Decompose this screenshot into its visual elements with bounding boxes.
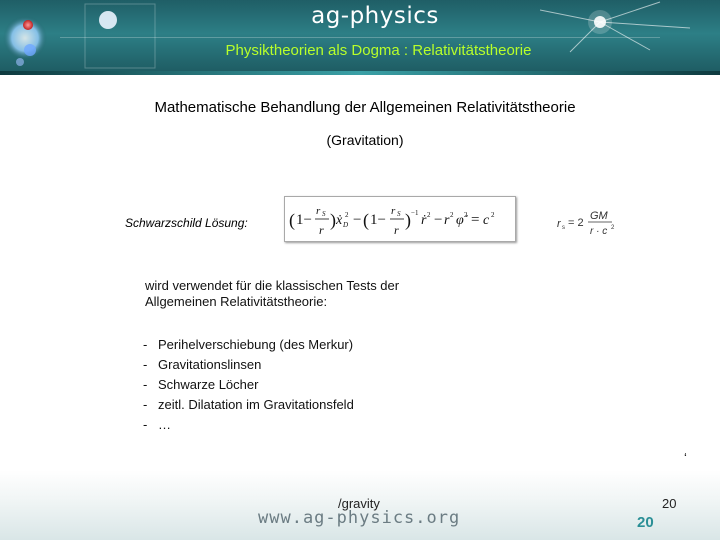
svg-text:−: − [434,212,443,228]
svg-text:S: S [322,210,326,218]
usage-description: wird verwendet für die klassischen Tests der Allgemeinen Relativitätstheorie: [145,278,400,309]
svg-text:2: 2 [345,211,349,219]
svg-text:GM: GM [590,210,608,222]
svg-text:): ) [405,210,411,230]
site-title: ag-physics [311,3,439,29]
svg-text:D: D [343,221,349,229]
list-item-text: Perihelverschiebung (des Merkur) [158,337,354,352]
svg-text:2: 2 [491,211,495,219]
schwarzschild-radius-formula-image [556,206,616,238]
svg-text:s: s [562,225,565,231]
svg-text:−: − [353,212,362,228]
svg-text:−1: −1 [411,209,419,217]
page-subtitle: Physiktheorien als Dogma : Relativitätstheorie [225,42,532,59]
list-dash: - [143,417,148,432]
svg-text:2: 2 [450,211,454,219]
svg-text:r: r [394,223,399,237]
svg-text:r · c: r · c [590,226,608,237]
list-item [143,415,354,435]
svg-text:S: S [397,210,401,218]
list-item-text: Schwarze Löcher [158,377,259,392]
svg-text:φ̇: φ̇ [456,213,464,228]
list-item [143,395,354,415]
svg-text:r: r [316,205,321,217]
svg-text:1−: 1− [370,212,386,228]
svg-text:ṙ: ṙ [421,213,427,228]
svg-text:c: c [483,213,490,228]
svg-text:(: ( [289,210,295,230]
footer-site-url[interactable]: www.ag-physics.org [258,508,461,528]
classic-tests-list [143,335,354,435]
svg-text:2: 2 [427,211,431,219]
schwarzschild-formula-image [284,196,516,242]
page-number-accent: 20 [637,514,654,531]
svg-text:): ) [330,210,336,230]
svg-text:r: r [319,223,324,237]
svg-text:(: ( [363,210,369,230]
list-dash: - [143,337,148,352]
svg-text:= 2: = 2 [568,217,584,229]
list-item [143,335,354,355]
list-item [143,375,354,395]
schwarzschild-label: Schwarzschild Lösung: [125,216,248,230]
list-dash: - [143,377,148,392]
svg-text:r: r [391,205,396,217]
svg-text:ẋ: ẋ [336,213,343,228]
list-item-text: Gravitationslinsen [158,357,262,372]
list-item-text: … [158,417,171,432]
svg-text:1−: 1− [296,212,312,228]
page-number: 20 [662,496,677,511]
svg-text:r: r [444,213,450,228]
svg-text:2: 2 [611,225,615,231]
footer-path: /gravity [338,496,380,511]
list-item [143,355,354,375]
svg-text:=: = [471,212,480,228]
list-dash: - [143,397,148,412]
quote-mark: ‘ [684,450,687,465]
list-item-text: zeitl. Dilatation im Gravitationsfeld [158,397,354,412]
header-divider [60,37,660,38]
svg-text:r: r [557,218,561,230]
page-title-sub: (Gravitation) [326,132,404,148]
page-title: Mathematische Behandlung der Allgemeinen Relativitätstheorie [154,99,576,116]
list-dash: - [143,357,148,372]
header-banner [0,0,720,75]
svg-text:2: 2 [464,211,468,219]
